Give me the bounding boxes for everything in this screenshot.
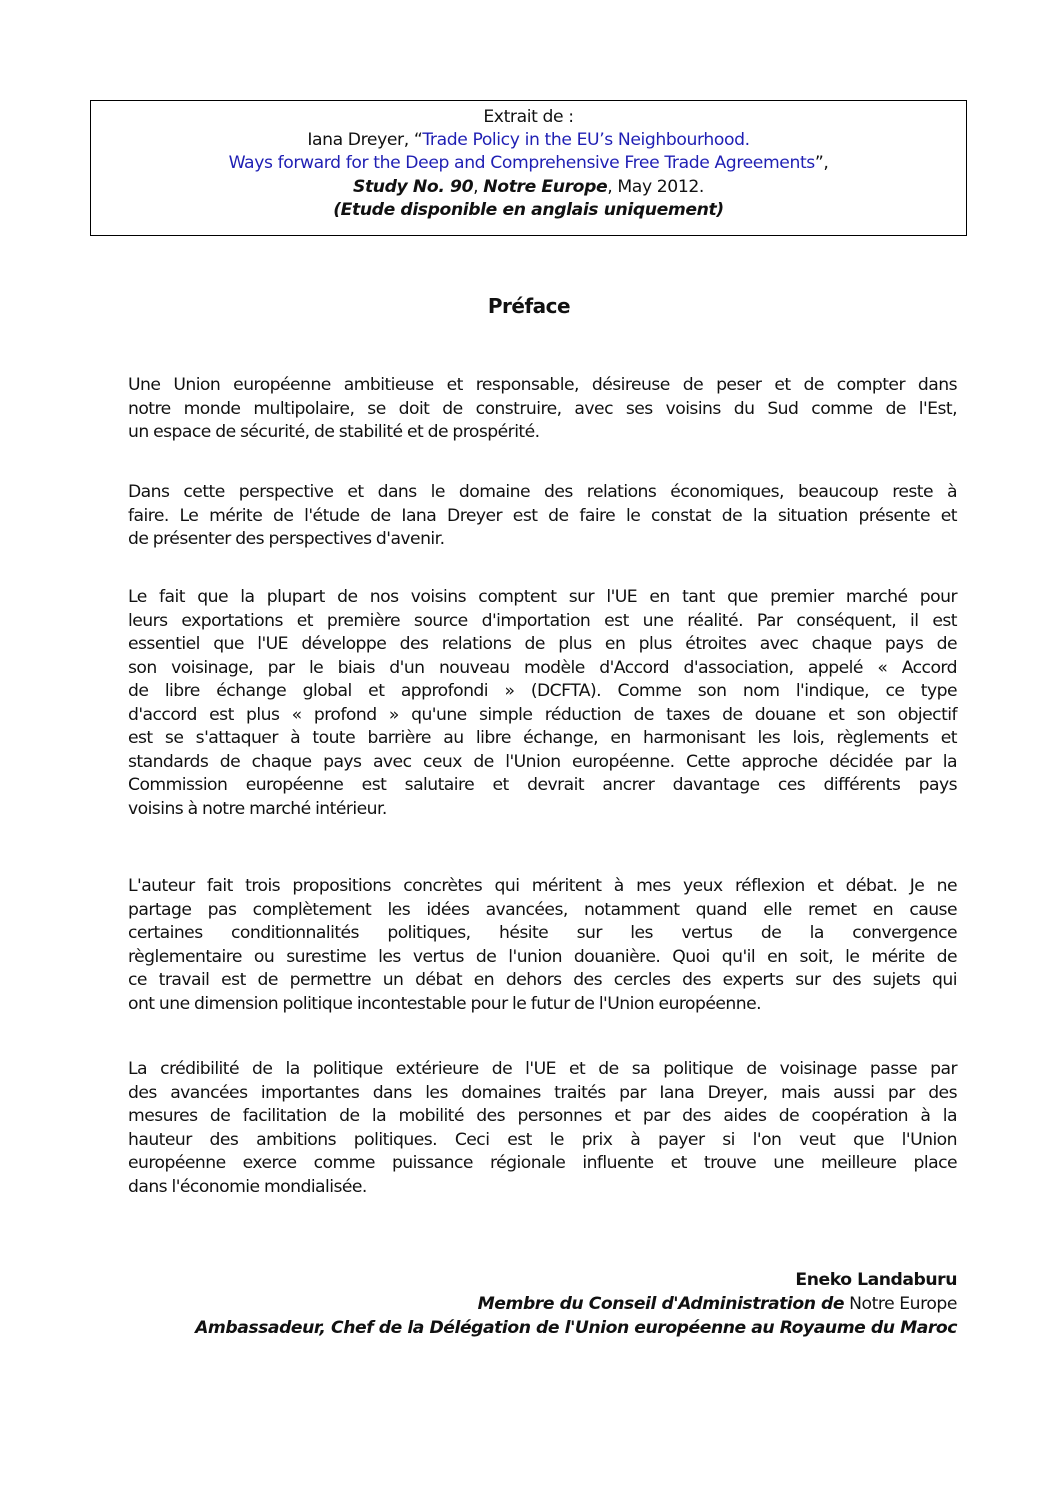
text-line: Le fait que la plupart de nos voisins comptent sur l'UE en tant que premier marché pour <box>128 587 957 607</box>
text-line: ont une dimension politique incontestable pour le futur de l'Union européenne. <box>128 993 762 1014</box>
text-line: essentiel que l'UE développe des relations de plus en plus étroites avec chaque pays de <box>128 634 957 654</box>
text-line: notre monde multipolaire, se doit de construire, avec ses voisins du Sud comme de l'Est, <box>128 398 957 419</box>
study-title-link-part2[interactable]: Ways forward for the Deep and Comprehensive Free Trade Agreements <box>228 153 815 174</box>
paragraph-5 <box>128 1058 957 1199</box>
paragraph-1 <box>128 374 957 445</box>
publisher: Notre Europe <box>483 176 608 197</box>
reference-box <box>90 100 967 236</box>
signatory-role-1 <box>57 1292 957 1316</box>
text-line: règlementaire ou surestime les vertus de l'union douanière. Quoi qu'il en soit, le mérite de <box>128 946 957 967</box>
role-1-org: Notre Europe <box>844 1294 957 1314</box>
study-title-link-part1[interactable]: Trade Policy in the EU’s Neighbourhood. <box>422 130 750 151</box>
availability-note: (Etude disponible en anglais uniquement) <box>333 199 724 220</box>
text-line: L'auteur fait trois propositions concrètes qui méritent à mes yeux réflexion et débat. Je ne <box>128 876 957 896</box>
signatory-name: Eneko Landaburu <box>795 1270 957 1290</box>
paragraph-4 <box>128 875 957 1016</box>
signatory-role-2: Ambassadeur, Chef de la Délégation de l'Union européenne au Royaume du Maroc <box>195 1318 957 1338</box>
text-line: de libre échange global et approfondi » (DCFTA). Comme son nom l'indique, ce type <box>128 681 957 701</box>
text-line: européenne exerce comme puissance régionale influente et trouve une meilleure place <box>128 1153 957 1173</box>
text-line: hauteur des ambitions politiques. Ceci est le prix à payer si l'on veut que l'Union <box>128 1129 957 1150</box>
publication-date: , May 2012. <box>607 176 704 197</box>
text-line: voisins à notre marché intérieur. <box>128 798 387 819</box>
text-line: Une Union européenne ambitieuse et responsable, désireuse de peser et de compter dans <box>128 375 957 395</box>
text-line: un espace de sécurité, de stabilité et de prospérité. <box>128 422 540 442</box>
text-line: Commission européenne est salutaire et devrait ancrer davantage ces différents pays <box>128 775 957 795</box>
citation-author: Iana Dreyer, “ <box>307 130 423 151</box>
citation-line-2 <box>91 152 966 175</box>
signature-block <box>57 1268 957 1340</box>
extract-label: Extrait de : <box>483 107 574 127</box>
text-line: son voisinage, par le biais d'un nouveau modèle d'Accord d'association, appelé « Accord <box>128 657 957 678</box>
paragraph-3 <box>128 586 957 821</box>
text-line: Dans cette perspective et dans le domaine des relations économiques, beaucoup reste à <box>128 482 957 502</box>
text-line: des avancées importantes dans les domaines traités par Iana Dreyer, mais aussi par des <box>128 1082 957 1103</box>
text-line: ce travail est de permettre un débat en dehors des cercles des experts sur des sujets qui <box>128 970 957 990</box>
text-line: faire. Le mérite de l'étude de Iana Dreyer est de faire le constat de la situation présente et <box>128 505 957 526</box>
separator: , <box>473 176 484 197</box>
text-line: mesures de facilitation de la mobilité des personnes et par des aides de coopération à la <box>128 1106 957 1126</box>
paragraph-2 <box>128 481 957 552</box>
page-title: Préface <box>487 294 571 318</box>
citation-close-quote: ”, <box>814 153 829 174</box>
text-line: est se s'attaquer à toute barrière au libre échange, en harmonisant les lois, règlements et <box>128 728 957 748</box>
text-line: La crédibilité de la politique extérieure de l'UE et de sa politique de voisinage passe par <box>128 1059 957 1079</box>
citation-line-1 <box>91 129 966 152</box>
text-line: certaines conditionnalités politiques, hésite sur les vertus de la convergence <box>128 923 957 943</box>
study-number: Study No. 90 <box>353 176 474 197</box>
text-line: leurs exportations et première source d'importation est une réalité. Par conséquent, il est <box>128 610 957 631</box>
text-line: dans l'économie mondialisée. <box>128 1176 367 1197</box>
role-1-text: Membre du Conseil d'Administration de <box>477 1294 845 1314</box>
text-line: standards de chaque pays avec ceux de l'Union européenne. Cette approche décidée par la <box>128 751 957 772</box>
text-line: partage pas complètement les idées avancées, notamment quand elle remet en cause <box>128 899 957 920</box>
citation-line-3 <box>91 176 966 199</box>
text-line: de présenter des perspectives d'avenir. <box>128 529 445 549</box>
text-line: d'accord est plus « profond » qu'une simple réduction de taxes de douane et son objectif <box>128 704 957 725</box>
